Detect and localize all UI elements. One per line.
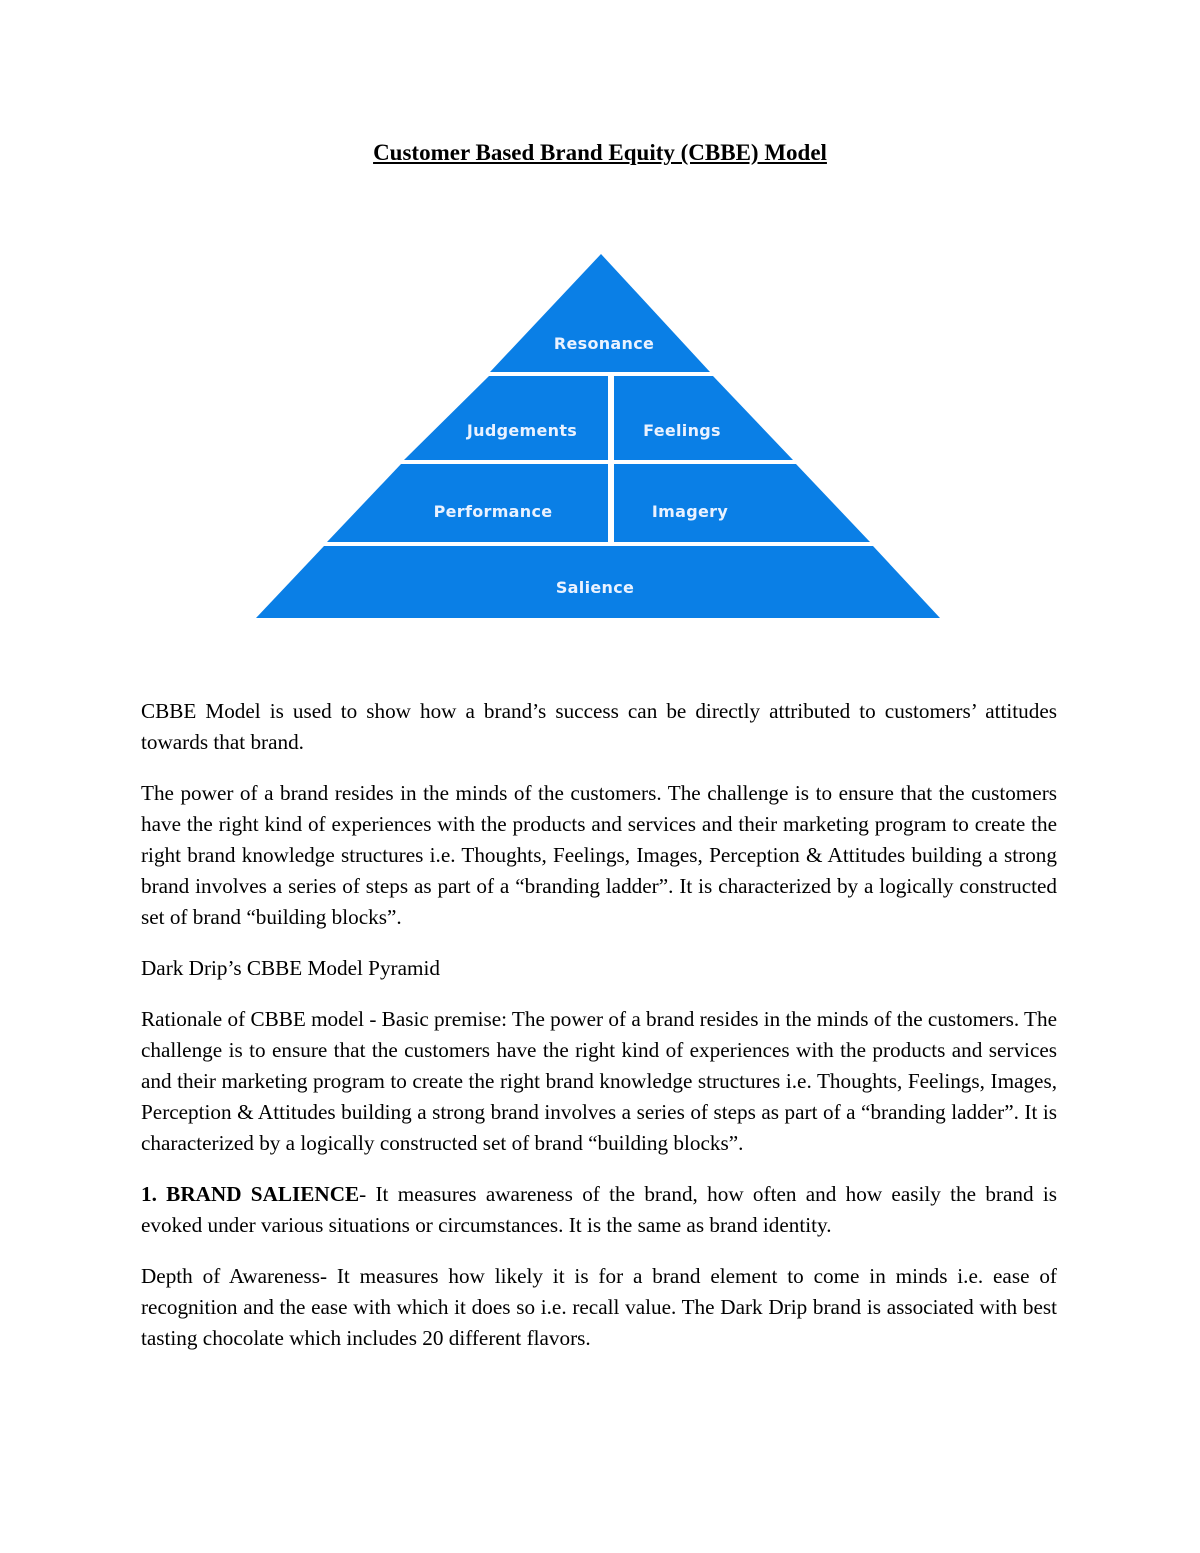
cbbe-pyramid-diagram [250, 248, 950, 628]
pyramid-tier-feelings [614, 376, 793, 460]
paragraph-brand-power: The power of a brand resides in the minds of the customers. The challenge is to ensure that the customers have the right kind of experiences with the products and services and their marketing program to create the right brand knowledge structures i.e. Thoughts, Feelings, Images, Perception & Attitudes building a strong brand involves a series of steps as part of a “branding ladder”. It is characterized by a logically constructed set of brand “building blocks”. [141, 781, 1057, 929]
pyramid-label-judgements: Judgements [466, 421, 578, 440]
pyramid-label-resonance: Resonance [553, 334, 655, 353]
pyramid-label-salience: Salience [555, 578, 635, 597]
pyramid-label-imagery: Imagery [651, 502, 729, 521]
pyramid-label-feelings: Feelings [643, 421, 721, 440]
paragraph-pyramid-caption: Dark Drip’s CBBE Model Pyramid [141, 956, 440, 980]
page-title: Customer Based Brand Equity (CBBE) Model [373, 140, 827, 165]
paragraph-intro: CBBE Model is used to show how a brand’s success can be directly attributed to customers’ attitudes towards that brand. [141, 699, 1057, 754]
brand-salience-heading: 1. BRAND SALIENCE [141, 1182, 360, 1206]
pyramid-tier-resonance [490, 254, 710, 372]
pyramid-svg [250, 248, 950, 628]
brand-salience-text: - It measures awareness of the brand, how often and how easily the brand is evoked under various situations or circumstances. It is the same as brand identity. [141, 1182, 1057, 1237]
document-body [141, 696, 1057, 1374]
paragraph-rationale: Rationale of CBBE model - Basic premise: The power of a brand resides in the minds of the customers. The challenge is to ensure that the customers have the right kind of experiences with the products and services and their marketing program to create the right brand knowledge structures i.e. Thoughts, Feelings, Images, Perception & Attitudes building a strong brand involves a series of steps as part of a “branding ladder”. It is characterized by a logically constructed set of brand “building blocks”. [141, 1007, 1057, 1155]
pyramid-label-performance: Performance [433, 502, 553, 521]
pyramid-tier-judgements [404, 376, 608, 460]
paragraph-brand-salience [141, 1179, 1057, 1241]
paragraph-depth-of-awareness: Depth of Awareness- It measures how likely it is for a brand element to come in minds i.e. ease of recognition and the ease with which it does so i.e. recall value. The Dark Drip brand is associated with best tasting chocolate which includes 20 different flavors. [141, 1264, 1057, 1350]
